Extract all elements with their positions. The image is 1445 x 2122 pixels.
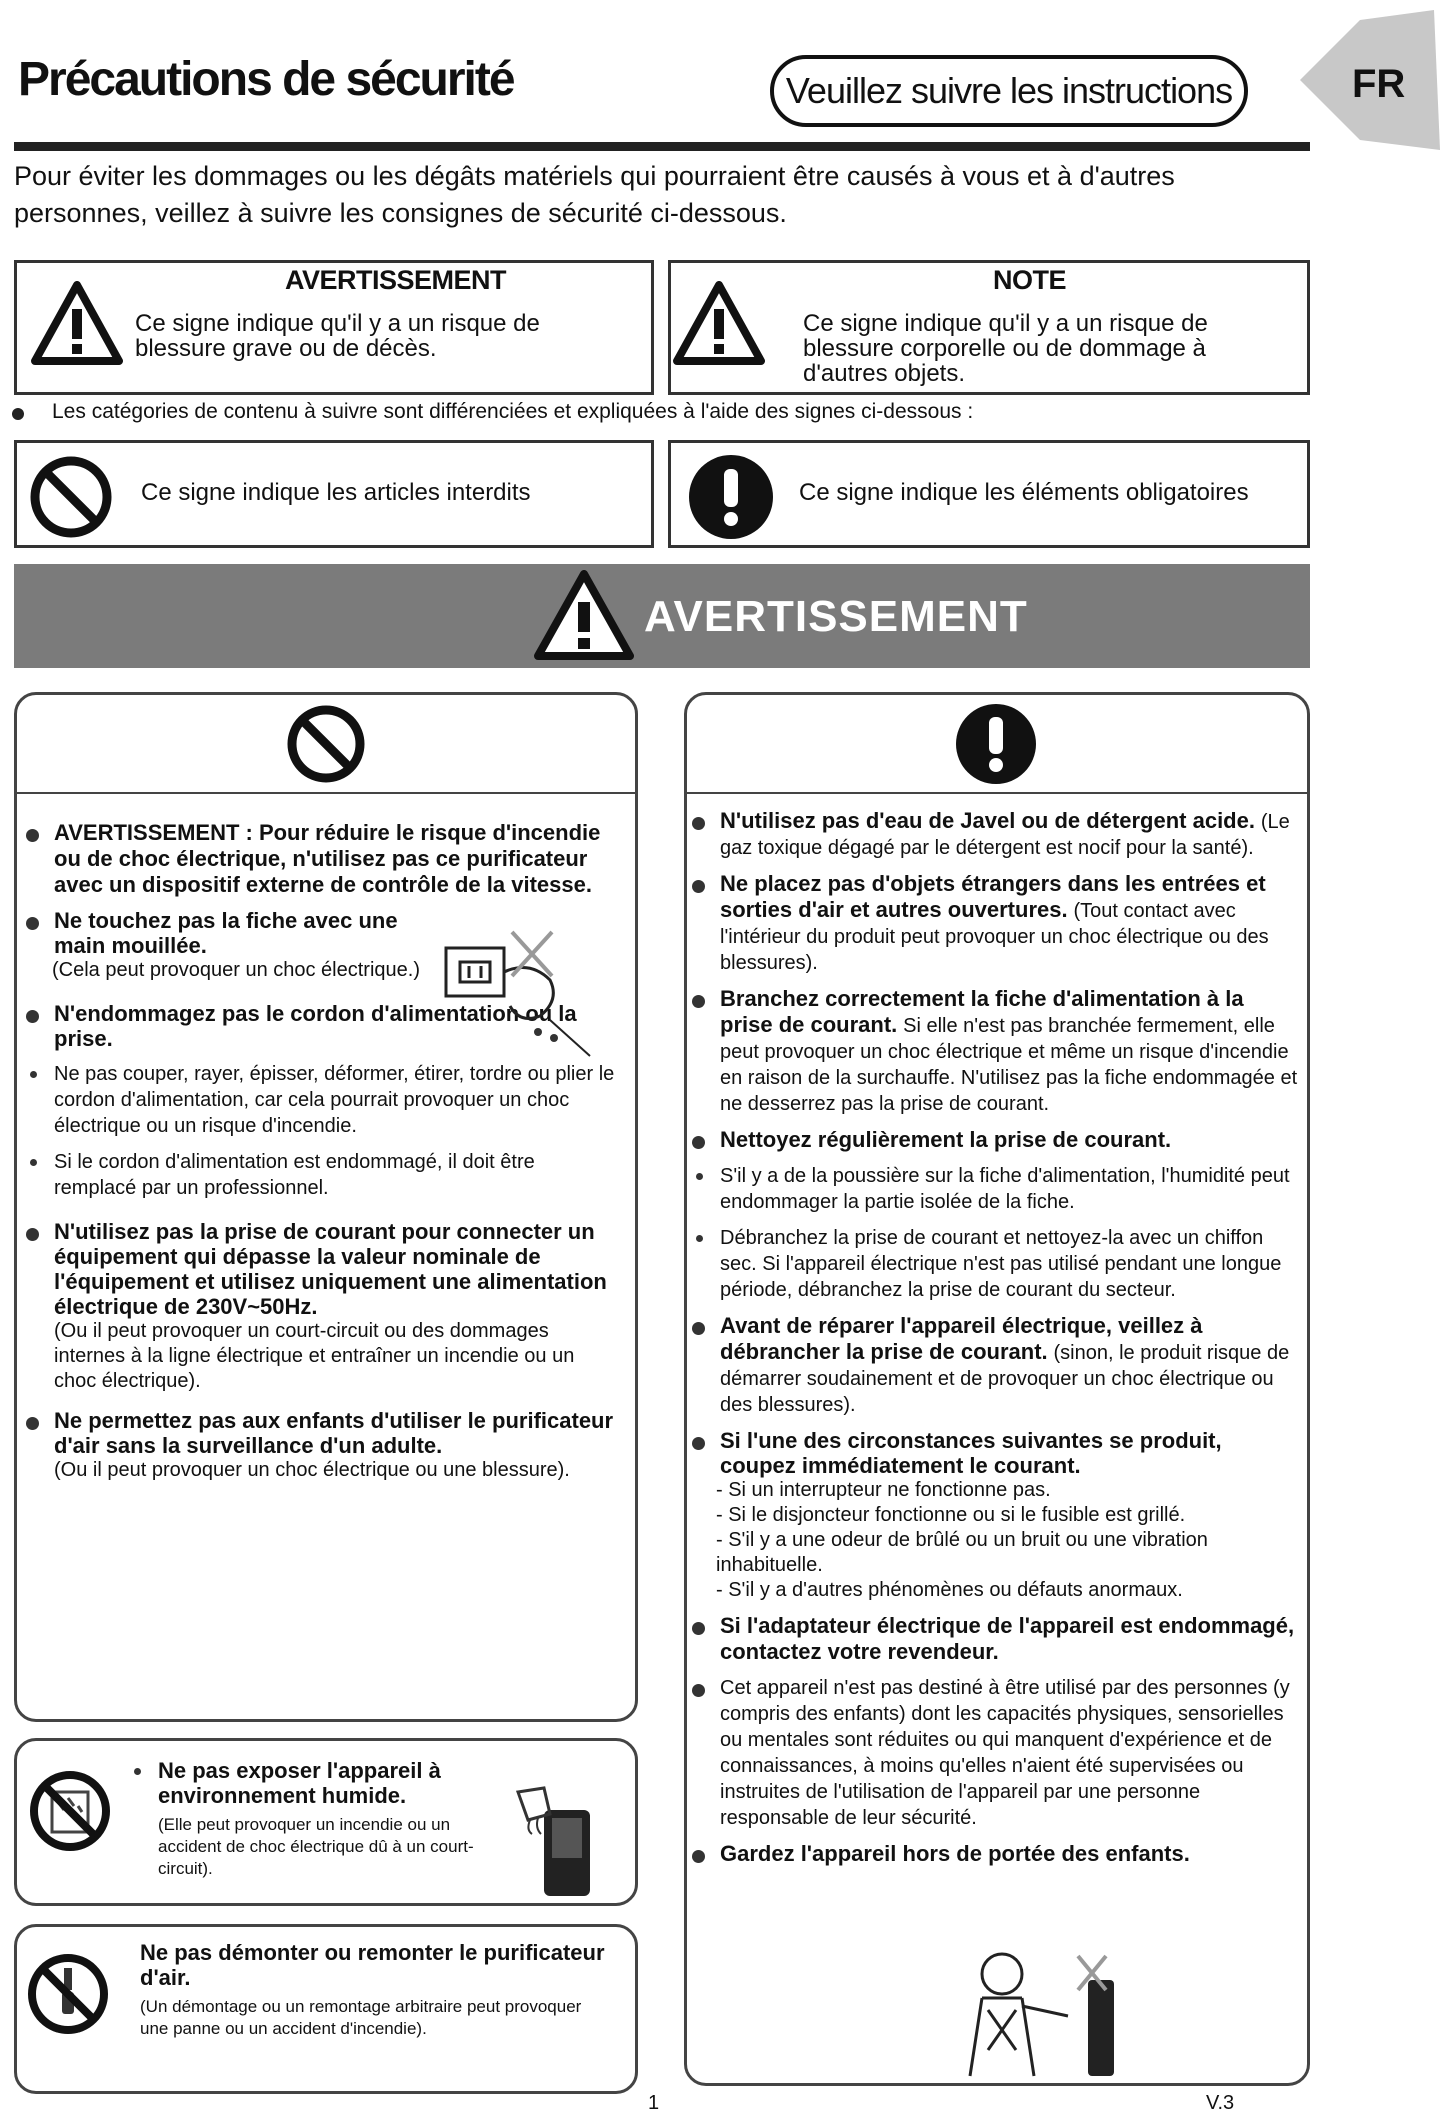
list-item: Ne pas exposer l'appareil à environnement humide. (Elle peut provoquer un incendie ou un accident de choc électrique dû à un court-circuit). xyxy=(130,1758,510,1880)
humid-text xyxy=(130,1758,510,1890)
panel-divider xyxy=(684,792,1310,794)
list-item: Ne placez pas d'objets étrangers dans les entrées et sorties d'air et autres ouvertures. (Tout contact avec l'intérieur du produit peut provoquer un choc électrique ou des blessures). xyxy=(692,871,1298,976)
legend-warning-title: AVERTISSEMENT xyxy=(285,265,507,295)
list-sub-item: Si le cordon d'alimentation est endommagé, il doit être remplacé par un professionnel. xyxy=(26,1149,616,1201)
list-item: Gardez l'appareil hors de portée des enfants. xyxy=(692,1841,1298,1867)
list-item: AVERTISSEMENT : Pour réduire le risque d'incendie ou de choc électrique, n'utilisez pas ce purificateur avec un dispositif externe de contrôle de la vitesse. xyxy=(26,820,616,898)
intro-text: Pour éviter les dommages ou les dégâts matériels qui pourraient être causés à vous et à d'autres personnes, veillez à suivre les consignes de sécurité ci-dessous. xyxy=(14,161,1175,228)
bullet-icon xyxy=(12,408,24,420)
legend-prohibited-text: Ce signe indique les articles interdits xyxy=(141,479,531,506)
version-label: V.3 xyxy=(1206,2092,1235,2114)
list-item: Avant de réparer l'appareil électrique, veillez à débrancher la prise de courant. (sinon, le produit risque de démarrer soudainement et de provoquer un choc électrique ou des blessures). xyxy=(692,1313,1298,1418)
mandatory-list xyxy=(692,808,1298,1877)
list-item: Ne pas démonter ou remonter le purificateur d'air. (Un démontage ou un remontage arbitraire peut provoquer une panne ou un accident d'incendie). xyxy=(140,1940,605,2038)
mandatory-icon xyxy=(689,455,773,539)
purifier-water-illustration xyxy=(514,1784,598,1900)
list-item: Ne permettez pas aux enfants d'utiliser le purificateur d'air sans la surveillance d'un adulte. (Ou il peut provoquer un choc électrique ou une blessure). xyxy=(26,1408,616,1483)
page-title: Précautions de sécurité xyxy=(18,53,514,106)
legend-mandatory-box xyxy=(668,440,1310,548)
list-sub-item: Ne pas couper, rayer, épisser, déformer, étirer, tordre ou plier le cordon d'alimentation, car cela pourrait provoquer un choc électrique ou un risque d'incendie. xyxy=(26,1061,616,1139)
panel-divider xyxy=(14,792,638,794)
page-number: 1 xyxy=(648,2092,660,2114)
mandatory-icon xyxy=(956,704,1036,784)
list-sub-item: S'il y a de la poussière sur la fiche d'alimentation, l'humidité peut endommager la partie isolée de la fiche. xyxy=(692,1163,1298,1215)
disassemble-text xyxy=(140,1940,610,2050)
no-humidity-icon xyxy=(28,1762,112,1860)
list-item: Si l'adaptateur électrique de l'appareil est endommagé, contactez votre revendeur. xyxy=(692,1613,1298,1665)
warning-triangle-icon xyxy=(31,281,123,365)
legend-warning-text: Ce signe indique qu'il y a un risque de blessure grave ou de décès. xyxy=(135,310,540,362)
categories-text: Les catégories de contenu à suivre sont différenciées et expliquées à l'aide des signes ci-dessous : xyxy=(52,400,974,423)
wet-hand-plug-illustration xyxy=(440,920,600,1060)
banner-title: AVERTISSEMENT xyxy=(644,592,1028,641)
language-tab[interactable]: FR xyxy=(1352,62,1406,106)
list-item: N'endommagez pas le cordon d'alimentation ou la prise. xyxy=(26,1001,616,1051)
legend-prohibited-box xyxy=(14,440,654,548)
legend-note-title: NOTE xyxy=(993,265,1067,295)
no-disassembly-icon xyxy=(26,1948,110,2040)
prohibited-icon xyxy=(286,704,366,784)
instructions-label: Veuillez suivre les instructions xyxy=(770,55,1248,127)
header-divider xyxy=(14,142,1310,151)
list-item: N'utilisez pas d'eau de Javel ou de détergent acide. (Le gaz toxique dégagé par le détergent est nocif pour la santé). xyxy=(692,808,1298,861)
list-item: Branchez correctement la fiche d'alimentation à la prise de courant. Si elle n'est pas branchée fermement, elle peut provoquer un choc électrique et même un risque d'incendie en raison de la surchauffe. N'utilisez pas la fiche endommagée et ne desserrez pas la prise de courant. xyxy=(692,986,1298,1117)
list-item: Si l'une des circonstances suivantes se produit, coupez immédiatement le courant. - Si un interrupteur ne fonctionne pas. - Si le disjoncteur fonctionne ou si le fusible est grillé. - S'il y a une odeur de brûlé ou un bruit ou une vibration inhabituelle. - S'il y a d'autres phénomènes ou défauts anormaux. xyxy=(692,1428,1298,1603)
legend-mandatory-text: Ce signe indique les éléments obligatoires xyxy=(799,479,1249,506)
legend-note-text: Ce signe indique qu'il y a un risque de blessure corporelle ou de dommage à d'autres objets. xyxy=(803,310,1208,387)
prohibited-icon xyxy=(29,455,113,539)
list-item: Cet appareil n'est pas destiné à être utilisé par des personnes (y compris des enfants) dont les capacités physiques, sensorielles ou mentales sont réduites ou qui manquent d'expérience et de connaissances, à moins qu'elles n'aient été supervisées ou instruites de l'utilisation de l'appareil par une personne responsable de leur sécurité. xyxy=(692,1675,1298,1831)
list-item: N'utilisez pas la prise de courant pour connecter un équipement qui dépasse la valeur nominale de l'équipement et utilisez uniquement une alimentation électrique de 230V~50Hz. (Ou il peut provoquer un court-circuit ou des dommages internes à la ligne électrique et entraîner un incendie ou un choc électrique). xyxy=(26,1219,616,1394)
banner-warning-icon xyxy=(534,570,634,660)
note-triangle-icon xyxy=(673,281,765,365)
list-sub-item: Débranchez la prise de courant et nettoyez-la avec un chiffon sec. Si l'appareil électrique n'est pas utilisé pendant une longue période, débranchez la prise de courant du secteur. xyxy=(692,1225,1298,1303)
legend-warning-box xyxy=(14,260,654,395)
list-item: Ne touchez pas la fiche avec une main mouillée. (Cela peut provoquer un choc électrique.) xyxy=(26,908,444,983)
list-item: Nettoyez régulièrement la prise de courant. xyxy=(692,1127,1298,1153)
child-purifier-illustration xyxy=(950,1950,1130,2080)
legend-note-box xyxy=(668,260,1310,395)
